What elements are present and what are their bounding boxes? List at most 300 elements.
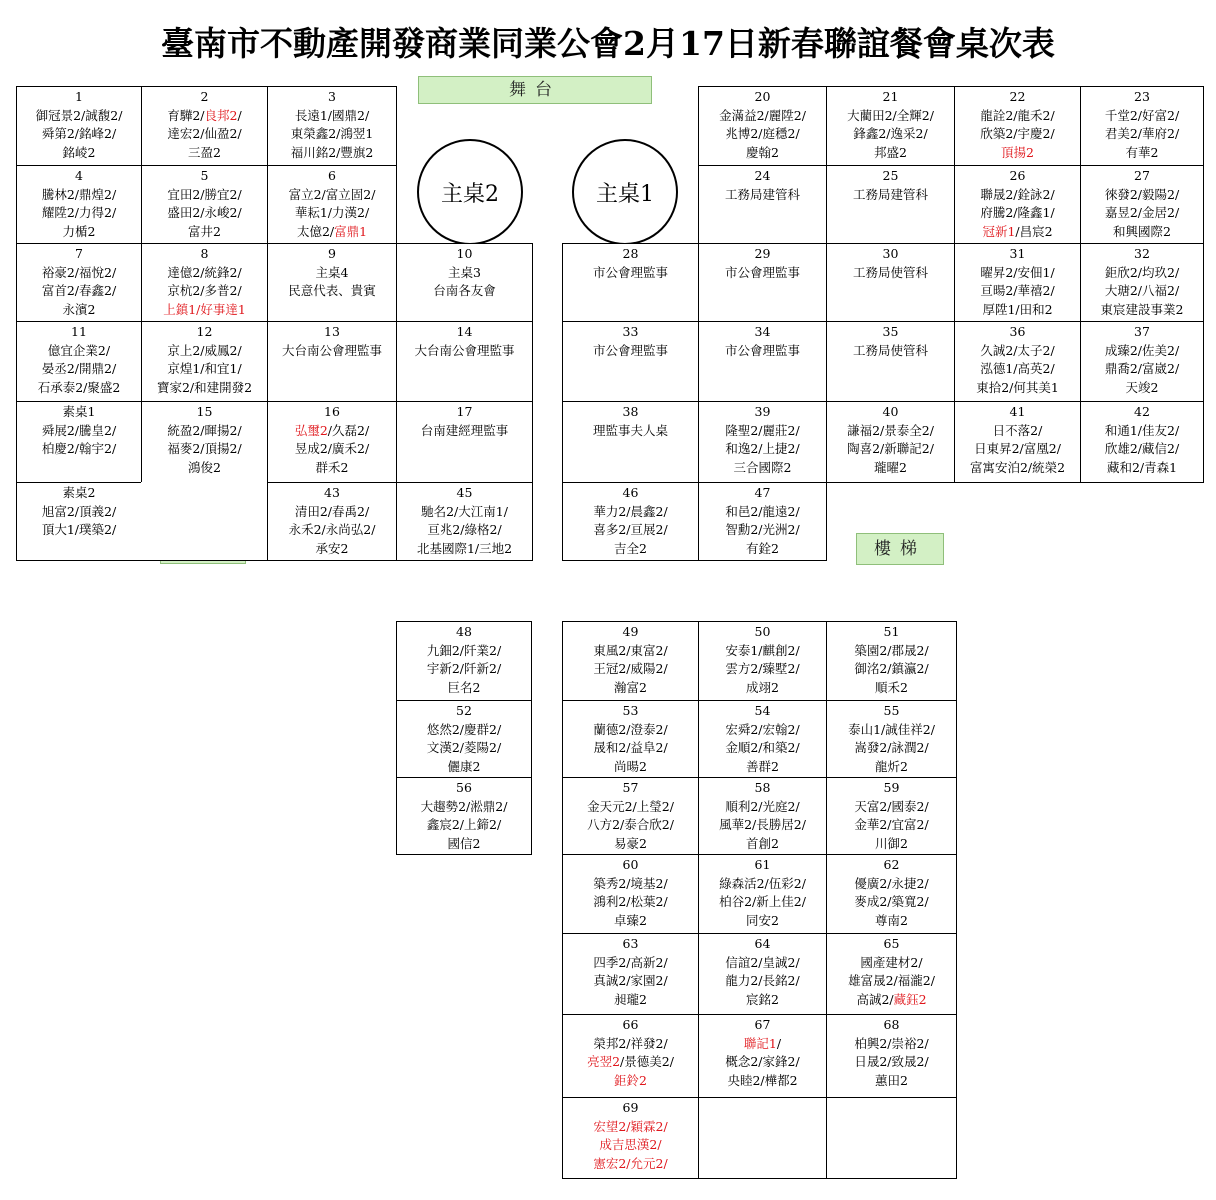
- table-guests: 榮邦2/祥發2/: [593, 1035, 668, 1051]
- table-number: 16: [324, 404, 340, 419]
- table-number: 素桌2: [62, 485, 96, 500]
- table-guests: 儷康2: [447, 758, 481, 774]
- table-58: [698, 777, 827, 855]
- table-guests: 順利2/光庭2/: [725, 798, 800, 814]
- table-51: [826, 621, 957, 701]
- table-guests: /久磊2/: [327, 422, 370, 438]
- table-guests-highlight: 富鼎1: [334, 223, 368, 239]
- table-guests: /昌宸2: [1015, 223, 1053, 239]
- table-number: 57: [622, 780, 639, 795]
- table-number: 29: [754, 246, 771, 261]
- table-guests: 工務局使管科: [852, 342, 928, 358]
- table-guests: 悠然2/慶群2/: [426, 721, 502, 737]
- table-number: 60: [622, 857, 639, 872]
- table-guests: 大瑭2/八福2/: [1104, 283, 1180, 298]
- table-guests: 四季2/高新2/: [593, 954, 668, 970]
- table-16: [267, 401, 397, 483]
- table-guests-highlight: 冠新1: [982, 223, 1016, 239]
- table-number: 52: [456, 703, 472, 718]
- table-39: [698, 401, 827, 483]
- table-number: 12: [196, 324, 213, 339]
- table-guests: 鋒鑫2/逸采2/: [853, 126, 928, 141]
- table-64: [698, 933, 827, 1015]
- table-guests: 理監事夫人桌: [592, 422, 668, 438]
- table-10: [396, 243, 533, 322]
- table-guests: 舜第2/銘峰2/: [41, 126, 117, 141]
- table-guests: 柏慶2/翰宇2/: [41, 441, 117, 456]
- table-62: [826, 854, 957, 934]
- table-guests: 亘兆2/綠格2/: [427, 522, 502, 537]
- table-guests: /: [776, 1035, 782, 1051]
- table-number: 41: [1009, 404, 1026, 419]
- table-14: [396, 321, 533, 402]
- table-guests: 鑫宸2/上鍗2/: [426, 817, 502, 832]
- table-guests: 龍詮2/龍禾2/: [980, 107, 1055, 123]
- table-guests: 北基國際1/三地2: [416, 540, 513, 556]
- table-52: [396, 700, 532, 778]
- table-guests: 瓏曜2: [874, 459, 907, 475]
- table-number: 55: [883, 703, 900, 718]
- table-guests: 藏和2/青森1: [1106, 459, 1178, 475]
- table-number: 素桌1: [62, 404, 96, 419]
- table-guests: 主桌3: [448, 264, 481, 280]
- table-number: 17: [456, 404, 473, 419]
- table-guests: 龍炘2: [875, 758, 908, 774]
- table-number: 61: [754, 857, 771, 872]
- table-number: 39: [754, 404, 771, 419]
- table-number: 65: [883, 936, 900, 951]
- table-guests: 育驊2/: [167, 107, 205, 123]
- table-guests: 工務局建管科: [724, 186, 800, 202]
- stairs-label: 樓梯: [856, 533, 944, 565]
- table-guests: 華耘1/力漢2/: [294, 205, 370, 220]
- table-number: 11: [71, 324, 87, 339]
- table-guests: 善群2: [746, 758, 779, 774]
- table-number: 3: [328, 89, 336, 104]
- table-guests: 柏興2/崇裕2/: [854, 1035, 929, 1051]
- table-guests: 市公會理監事: [592, 264, 668, 280]
- table-number: 36: [1009, 324, 1026, 339]
- table-guests: 隆聖2/麗莊2/: [725, 422, 800, 438]
- table-guests: 富井2: [188, 223, 221, 239]
- table-guests: 千堂2/好富2/: [1104, 107, 1180, 123]
- table-22: [954, 86, 1081, 166]
- table-49: [562, 621, 699, 701]
- table-guests: 徠發2/毅陽2/: [1104, 186, 1180, 202]
- table-guests: 富立2/富立固2/: [288, 186, 376, 202]
- table-63: [562, 933, 699, 1015]
- table-number: 62: [883, 857, 900, 872]
- table-guests: 嘉昱2/金居2/: [1104, 205, 1180, 220]
- table-guests: 八方2/泰合欣2/: [587, 817, 674, 832]
- table-guests: 同安2: [746, 912, 779, 928]
- table-number: 35: [882, 324, 899, 339]
- table-guests: 天竣2: [1125, 379, 1159, 395]
- table-53: [562, 700, 699, 778]
- stage-label: 舞台: [418, 76, 652, 104]
- table-guests: 邦盛2: [874, 144, 907, 160]
- table-guests: 亘暘2/華禧2/: [980, 283, 1055, 298]
- table-empty: [826, 1097, 957, 1179]
- table-number: 8: [200, 246, 209, 261]
- table-number: 22: [1009, 89, 1026, 104]
- table-guests: 蘭德2/澄泰2/: [593, 721, 668, 737]
- table-30: [826, 243, 955, 322]
- table-number: 5: [200, 168, 209, 183]
- table-guests: 工務局使管科: [852, 264, 928, 280]
- table-37: [1080, 321, 1204, 402]
- table-guests: 尚暘2: [614, 758, 647, 774]
- table-number: 38: [622, 404, 639, 419]
- table-guests: 昶瓏2: [614, 991, 647, 1007]
- table-guests: 京杭2/多普2/: [167, 283, 242, 298]
- table-number: 27: [1134, 168, 1150, 183]
- table-number: 46: [622, 485, 639, 500]
- table-number: 24: [754, 168, 771, 183]
- table-8: [141, 243, 268, 322]
- table-guests: 龍力2/長銘2/: [725, 973, 800, 988]
- table-number: 31: [1009, 246, 1026, 261]
- table-guests: 石承泰2/聚盛2: [37, 379, 121, 395]
- table-54: [698, 700, 827, 778]
- table-23: [1080, 86, 1204, 166]
- table-number: 40: [882, 404, 899, 419]
- table-guests: 文漢2/菱陽2/: [426, 740, 502, 755]
- table-40: [826, 401, 955, 483]
- table-guests: 府騰2/隆鑫1/: [980, 205, 1055, 220]
- table-guests: 柏谷2/新上佳2/: [719, 894, 806, 909]
- table-guests: 富寓安泊2/統榮2: [969, 459, 1066, 475]
- table-guests: 欣築2/宇慶2/: [980, 126, 1055, 141]
- table-guests: 金順2/和築2/: [725, 740, 800, 755]
- table-guests: 宇新2/阡新2/: [426, 661, 502, 676]
- table-number: 50: [754, 624, 771, 639]
- table-number: 28: [622, 246, 639, 261]
- table-26: [954, 165, 1081, 244]
- table-guests: 宜田2/勝宜2/: [167, 186, 242, 202]
- table-50: [698, 621, 827, 701]
- table-number: 67: [754, 1017, 771, 1032]
- table-guests: 築園2/郡晟2/: [854, 642, 929, 658]
- table-number: 64: [754, 936, 771, 951]
- table-guests: 天富2/國泰2/: [854, 798, 929, 814]
- table-guests: 吉全2: [614, 540, 647, 556]
- table-guests: 東拾2/何其美1: [976, 379, 1059, 395]
- table-number: 15: [196, 404, 213, 419]
- table-1: [16, 86, 142, 166]
- table-guests: 華力2/晨鑫2/: [593, 503, 668, 519]
- table-guests: 御洺2/鎮瀛2/: [854, 661, 929, 676]
- table-vegetarian-2: [16, 482, 142, 561]
- table-guests: 工務局建管科: [852, 186, 928, 202]
- table-guests: 市公會理監事: [592, 342, 668, 358]
- table-guests: 主桌4: [315, 264, 349, 280]
- table-guests-highlight: 憲宏2/允元2/: [593, 1155, 668, 1171]
- table-guests: 王冠2/威陽2/: [593, 661, 668, 676]
- table-11: [16, 321, 142, 402]
- table-guests: 寶家2/和建開發2: [156, 379, 253, 395]
- table-guests: 雲方2/臻墅2/: [725, 661, 800, 676]
- table-number: 49: [622, 624, 639, 639]
- table-guests-highlight: 良邦2: [204, 107, 238, 123]
- page-title: 臺南市不動產開發商業同業公會2月17日新春聯誼餐會桌次表: [161, 24, 1055, 63]
- table-guests: 信誼2/皇誠2/: [725, 954, 800, 970]
- table-guests: 京上2/威鳳2/: [167, 342, 242, 358]
- table-guests: 東風2/東富2/: [593, 642, 668, 658]
- table-guests: 欣雄2/藏信2/: [1104, 441, 1180, 456]
- table-20: [698, 86, 827, 166]
- table-12: [141, 321, 268, 402]
- table-guests: 大台南公會理監事: [281, 342, 382, 358]
- table-number: 1: [75, 89, 83, 104]
- table-25: [826, 165, 955, 244]
- table-guests: 國產建材2/: [860, 954, 923, 970]
- table-number: 33: [622, 324, 639, 339]
- table-guests: 舜展2/騰皇2/: [41, 422, 117, 438]
- table-68: [826, 1014, 957, 1098]
- table-guests: 台南各友會: [433, 283, 496, 298]
- table-guests: 國信2: [447, 835, 481, 851]
- table-guests: 瀚富2: [614, 679, 647, 695]
- table-guests: 易豪2: [614, 835, 647, 851]
- table-guests: 曜昇2/安佃1/: [980, 264, 1055, 280]
- table-guests: 騰林2/鼎煌2/: [41, 186, 117, 202]
- table-number: 25: [882, 168, 899, 183]
- table-guests: 東榮鑫2/鴻翌1: [290, 126, 374, 141]
- table-guests: 晏丞2/開鼎2/: [41, 361, 117, 376]
- table-guests: 太億2/: [296, 223, 335, 239]
- table-69: [562, 1097, 699, 1179]
- table-guests: 承安2: [315, 540, 349, 556]
- table-guests: 金滿益2/麗陞2/: [719, 107, 806, 123]
- table-guests: 日東昇2/富凰2/: [974, 441, 1061, 456]
- table-number: 42: [1134, 404, 1150, 419]
- table-number: 30: [882, 246, 899, 261]
- table-67: [698, 1014, 827, 1098]
- table-guests: 泰山1/誠佳祥2/: [848, 721, 935, 737]
- table-number: 23: [1134, 89, 1150, 104]
- table-guests: 喜多2/亘展2/: [593, 522, 668, 537]
- table-guests: 蕙田2: [875, 1072, 908, 1088]
- table-guests: 厚陞1/田和2: [982, 301, 1053, 317]
- table-number: 13: [324, 324, 340, 339]
- table-guests: 巨名2: [447, 679, 481, 695]
- table-guests-highlight: 成吉思漢2/: [599, 1137, 662, 1152]
- table-46: [562, 482, 699, 561]
- table-number: 54: [754, 703, 771, 718]
- table-guests: /景德美2/: [620, 1054, 674, 1069]
- table-number: 34: [754, 324, 771, 339]
- table-number: 58: [754, 780, 771, 795]
- table-vegetarian-1: [16, 401, 142, 483]
- table-number: 10: [456, 246, 473, 261]
- table-guests: 晟和2/益阜2/: [593, 740, 668, 755]
- head-table-2: 主桌2: [417, 139, 523, 245]
- table-guests: 聯晟2/銓詠2/: [980, 186, 1055, 202]
- table-guests-highlight: 亮翌2: [587, 1054, 621, 1069]
- table-guests: 群禾2: [315, 459, 349, 475]
- table-guests: 智勳2/光洲2/: [725, 522, 800, 537]
- table-number: 66: [622, 1017, 639, 1032]
- table-guests: 清田2/春禹2/: [294, 503, 370, 519]
- table-59: [826, 777, 957, 855]
- table-number: 68: [883, 1017, 900, 1032]
- table-57: [562, 777, 699, 855]
- table-24: [698, 165, 827, 244]
- table-guests: 鴻利2/松葉2/: [593, 894, 668, 909]
- table-guests: 頂大1/璞築2/: [41, 522, 117, 537]
- table-45: [396, 482, 533, 561]
- table-guests: 綠森活2/伍彩2/: [719, 875, 806, 891]
- table-3: [267, 86, 397, 166]
- table-number: 53: [622, 703, 639, 718]
- table-guests: 謙福2/景泰全2/: [847, 422, 934, 438]
- table-48: [396, 621, 532, 701]
- table-guests: 雄富晟2/福瀧2/: [848, 973, 935, 988]
- table-guests: 東宸建設事業2: [1100, 301, 1184, 317]
- table-guests: 成翊2: [746, 679, 779, 695]
- table-empty: [141, 482, 268, 561]
- table-guests: 川御2: [875, 835, 908, 851]
- table-number: 51: [883, 624, 900, 639]
- table-number: 7: [75, 246, 83, 261]
- table-guests: 鴻俊2: [188, 459, 221, 475]
- table-guests: 宏舜2/宏翰2/: [725, 721, 800, 737]
- table-29: [698, 243, 827, 322]
- table-guests: 日晟2/致晟2/: [854, 1054, 929, 1069]
- table-guests: 陶喜2/新聯記2/: [847, 441, 934, 456]
- table-guests: 風華2/長勝居2/: [719, 817, 806, 832]
- table-guests: 兆博2/庭穩2/: [725, 126, 800, 141]
- table-guests: 大趨勢2/淞鼎2/: [420, 798, 508, 814]
- table-guests-highlight: 頂揚2: [1001, 144, 1034, 160]
- table-guests: 盛田2/永峻2/: [167, 205, 242, 220]
- table-guests: 福麥2/頂揚2/: [167, 441, 242, 456]
- table-7: [16, 243, 142, 322]
- table-guests: 和通1/佳友2/: [1104, 422, 1180, 438]
- table-36: [954, 321, 1081, 402]
- table-guests: 真誠2/家園2/: [593, 973, 668, 988]
- table-guests: 鼎喬2/富崴2/: [1104, 361, 1180, 376]
- table-number: 69: [622, 1100, 639, 1115]
- table-guests: 金華2/宜富2/: [854, 817, 929, 832]
- table-guests: 和興國際2: [1113, 223, 1171, 239]
- table-guests: 安泰1/麒創2/: [725, 642, 800, 658]
- table-2: [141, 86, 268, 166]
- table-number: 56: [456, 780, 472, 795]
- table-guests: 旭富2/頂義2/: [41, 503, 117, 519]
- table-number: 59: [883, 780, 900, 795]
- table-number: 26: [1009, 168, 1026, 183]
- table-15: [141, 401, 268, 483]
- table-4: [16, 165, 142, 244]
- table-guests: 尊南2: [875, 912, 908, 928]
- table-number: 21: [882, 89, 899, 104]
- table-guests: 馳名2/大江南1/: [421, 503, 508, 519]
- table-guests: 首創2: [746, 835, 779, 851]
- table-number: 47: [754, 485, 771, 500]
- table-guests: 有華2: [1125, 144, 1159, 160]
- table-guests: 大藺田2/全輝2/: [847, 107, 934, 123]
- table-guests: 鉅欣2/均玖2/: [1104, 264, 1180, 280]
- table-guests: 億宜企業2/: [47, 342, 111, 358]
- table-guests: 成臻2/佐美2/: [1104, 342, 1180, 358]
- table-guests: 概念2/家鋒2/: [725, 1054, 800, 1069]
- table-guests-highlight: 聯記1: [743, 1035, 777, 1051]
- table-guests: 福川銘2/豐旗2: [290, 144, 374, 160]
- table-number: 43: [324, 485, 340, 500]
- table-guests: 金天元2/上瑩2/: [587, 798, 674, 814]
- table-32: [1080, 243, 1204, 322]
- table-43: [267, 482, 397, 561]
- table-number: 6: [328, 168, 336, 183]
- table-number: 2: [200, 89, 209, 104]
- table-9: [267, 243, 397, 322]
- table-guests-highlight: 鉅鈴2: [614, 1072, 647, 1088]
- table-guests-highlight: 藏鈺2: [893, 991, 927, 1007]
- table-guests: 麥成2/築寬2/: [854, 894, 929, 909]
- table-guests-highlight: 宏望2/穎霖2/: [593, 1118, 668, 1134]
- table-65: [826, 933, 957, 1015]
- table-31: [954, 243, 1081, 322]
- table-5: [141, 165, 268, 244]
- table-number: 20: [754, 89, 771, 104]
- table-number: 45: [456, 485, 473, 500]
- table-number: 63: [622, 936, 639, 951]
- table-guests: 達宏2/仙盈2/: [167, 126, 242, 141]
- table-number: 14: [456, 324, 473, 339]
- table-35: [826, 321, 955, 402]
- table-42: [1080, 401, 1204, 483]
- table-17: [396, 401, 533, 483]
- table-guests: 民意代表、貴賓: [288, 283, 376, 298]
- table-guests: 日不落2/: [992, 422, 1043, 438]
- table-guests: 富首2/春鑫2/: [41, 283, 117, 298]
- table-guests: 三合國際2: [733, 459, 792, 475]
- table-27: [1080, 165, 1204, 244]
- table-guests: 永濱2: [62, 301, 96, 317]
- table-guests: 慶翰2: [746, 144, 779, 160]
- table-guests: 裕豪2/福悅2/: [41, 264, 117, 280]
- table-60: [562, 854, 699, 934]
- table-guests: 長遠1/國鼎2/: [294, 107, 370, 123]
- table-guests: 市公會理監事: [724, 264, 800, 280]
- table-6: [267, 165, 397, 244]
- table-number: 32: [1134, 246, 1150, 261]
- table-guests: 永禾2/永尚弘2/: [288, 522, 376, 537]
- table-guests: 九鈿2/阡業2/: [426, 642, 502, 658]
- table-guests: 優廣2/永捷2/: [854, 875, 929, 891]
- table-guests: 統盈2/暉揚2/: [167, 422, 242, 438]
- table-guests: 築秀2/境基2/: [593, 875, 668, 891]
- table-guests: 卓臻2: [614, 912, 647, 928]
- table-guests: 御冠景2/誠馥2/: [35, 107, 123, 123]
- table-empty: [698, 1097, 827, 1179]
- table-guests: 達億2/統鋒2/: [167, 264, 242, 280]
- table-41: [954, 401, 1081, 483]
- table-guests: 久誠2/太子2/: [980, 342, 1055, 358]
- table-number: 4: [75, 168, 83, 183]
- table-guests: 君美2/華府2/: [1104, 126, 1180, 141]
- table-55: [826, 700, 957, 778]
- table-guests: 市公會理監事: [724, 342, 800, 358]
- table-guests: 泓德1/高英2/: [980, 361, 1055, 376]
- table-guests: 嵩發2/詠潤2/: [854, 740, 929, 755]
- table-guests: 央睦2/樺都2: [727, 1072, 798, 1088]
- table-21: [826, 86, 955, 166]
- table-guests: 高誠2/: [856, 991, 894, 1007]
- table-56: [396, 777, 532, 855]
